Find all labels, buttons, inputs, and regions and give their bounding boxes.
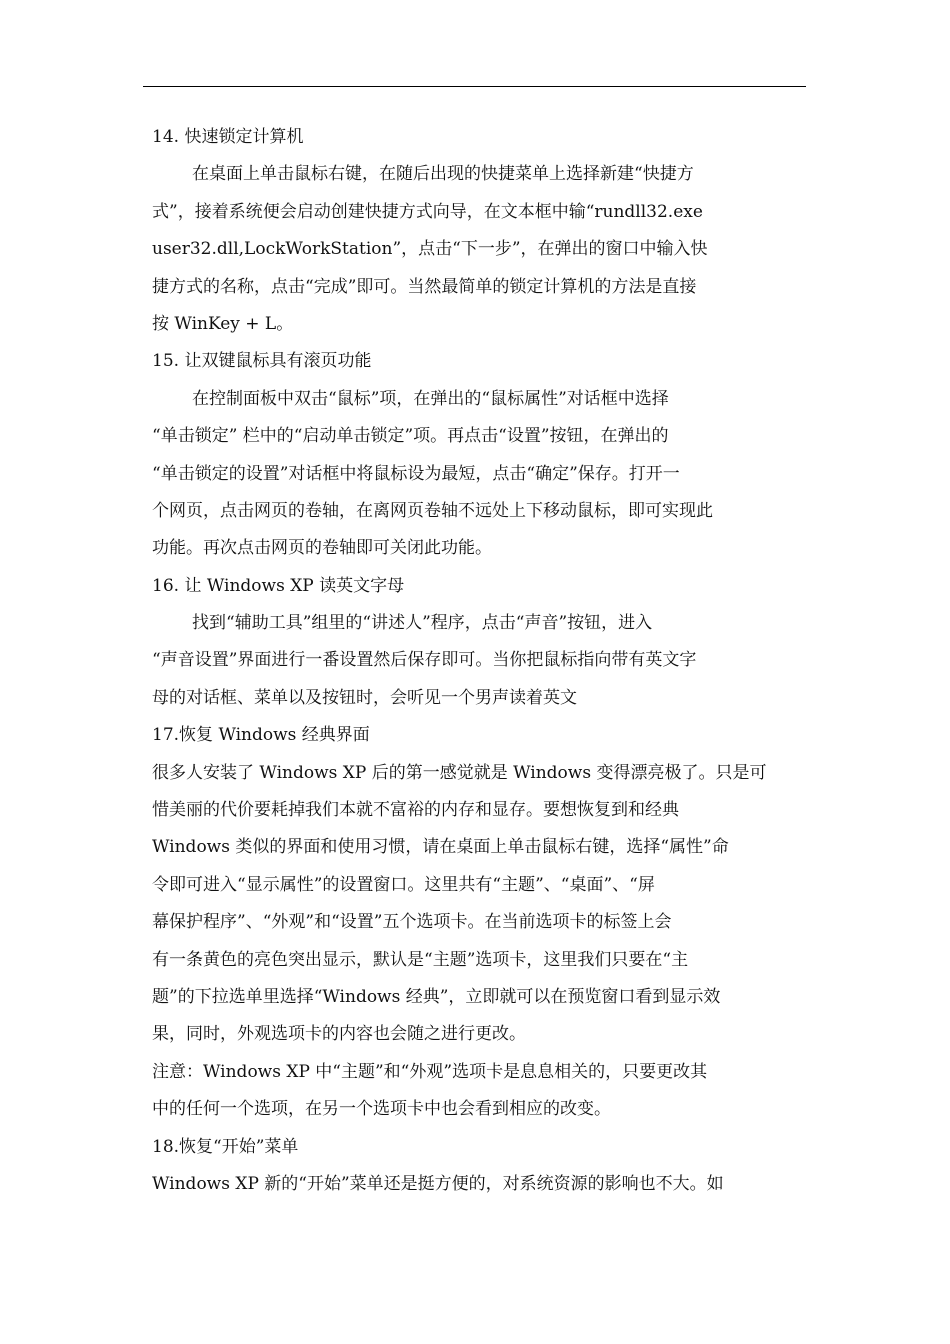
paragraph-line: 惜美丽的代价要耗掉我们本就不富裕的内存和显存。要想恢复到和经典 [152,800,679,821]
paragraph-line: 式”，接着系统便会启动创建快捷方式向导，在文本框中输“rundll32.exe [152,201,703,222]
heading-14: 14. 快速锁定计算机 [152,127,304,147]
heading-17: 17.恢复 Windows 经典界面 [152,725,370,746]
paragraph-line: “单击锁定” 栏中的“启动单击锁定”项。再点击“设置”按钮，在弹出的 [152,426,669,447]
paragraph-line: 在控制面板中双击“鼠标”项，在弹出的“鼠标属性”对话框中选择 [192,388,669,409]
paragraph-line: 题”的下拉选单里选择“Windows 经典”，立即就可以在预览窗口看到显示效 [152,986,721,1007]
paragraph-line: 个网页，点击网页的卷轴，在离网页卷轴不远处上下移动鼠标，即可实现此 [152,500,713,521]
paragraph-line: 功能。再次点击网页的卷轴即可关闭此功能。 [152,538,492,559]
paragraph-line: 找到“辅助工具”组里的“讲述人”程序，点击“声音”按钮，进入 [192,613,653,634]
paragraph-line: 果，同时，外观选项卡的内容也会随之进行更改。 [152,1024,526,1045]
paragraph-line: “声音设置”界面进行一番设置然后保存即可。当你把鼠标指向带有英文字 [152,650,697,671]
paragraph-line: 在桌面上单击鼠标右键，在随后出现的快捷菜单上选择新建“快捷方 [192,164,694,185]
header-rule [143,86,806,87]
note-line: 注意：Windows XP 中“主题”和“外观”选项卡是息息相关的，只要更改其 [152,1061,708,1082]
document-body [152,119,798,1203]
note-line: 中的任何一个选项，在另一个选项卡中也会看到相应的改变。 [152,1099,611,1120]
paragraph-line: 很多人安装了 Windows XP 后的第一感觉就是 Windows 变得漂亮极了。只是可 [152,762,767,783]
paragraph-line: 令即可进入“显示属性”的设置窗口。这里共有“主题”、“桌面”、“屏 [152,874,655,895]
paragraph-line: user32.dll,LockWorkStation”，点击“下一步”，在弹出的窗口中输入快 [152,239,708,260]
heading-15: 15. 让双键鼠标具有滚页功能 [152,351,372,372]
paragraph-line: 按 WinKey + L。 [152,313,294,334]
paragraph-line: 母的对话框、菜单以及按钮时，会听见一个男声读着英文 [152,687,577,708]
paragraph-line: 捷方式的名称，点击“完成”即可。当然最简单的锁定计算机的方法是直接 [152,276,697,297]
paragraph-line: 有一条黄色的亮色突出显示，默认是“主题”选项卡，这里我们只要在“主 [152,949,689,970]
heading-16: 16. 让 Windows XP 读英文字母 [152,575,405,596]
paragraph-line: Windows XP 新的“开始”菜单还是挺方便的，对系统资源的影响也不大。如 [152,1173,724,1194]
paragraph-line: Windows 类似的界面和使用习惯，请在桌面上单击鼠标右键，选择“属性”命 [152,837,729,858]
heading-18: 18.恢复“开始”菜单 [152,1136,299,1157]
paragraph-line: 幕保护程序”、“外观”和“设置”五个选项卡。在当前选项卡的标签上会 [152,912,672,933]
paragraph-line: “单击锁定的设置”对话框中将鼠标设为最短，点击“确定”保存。打开一 [152,463,680,484]
